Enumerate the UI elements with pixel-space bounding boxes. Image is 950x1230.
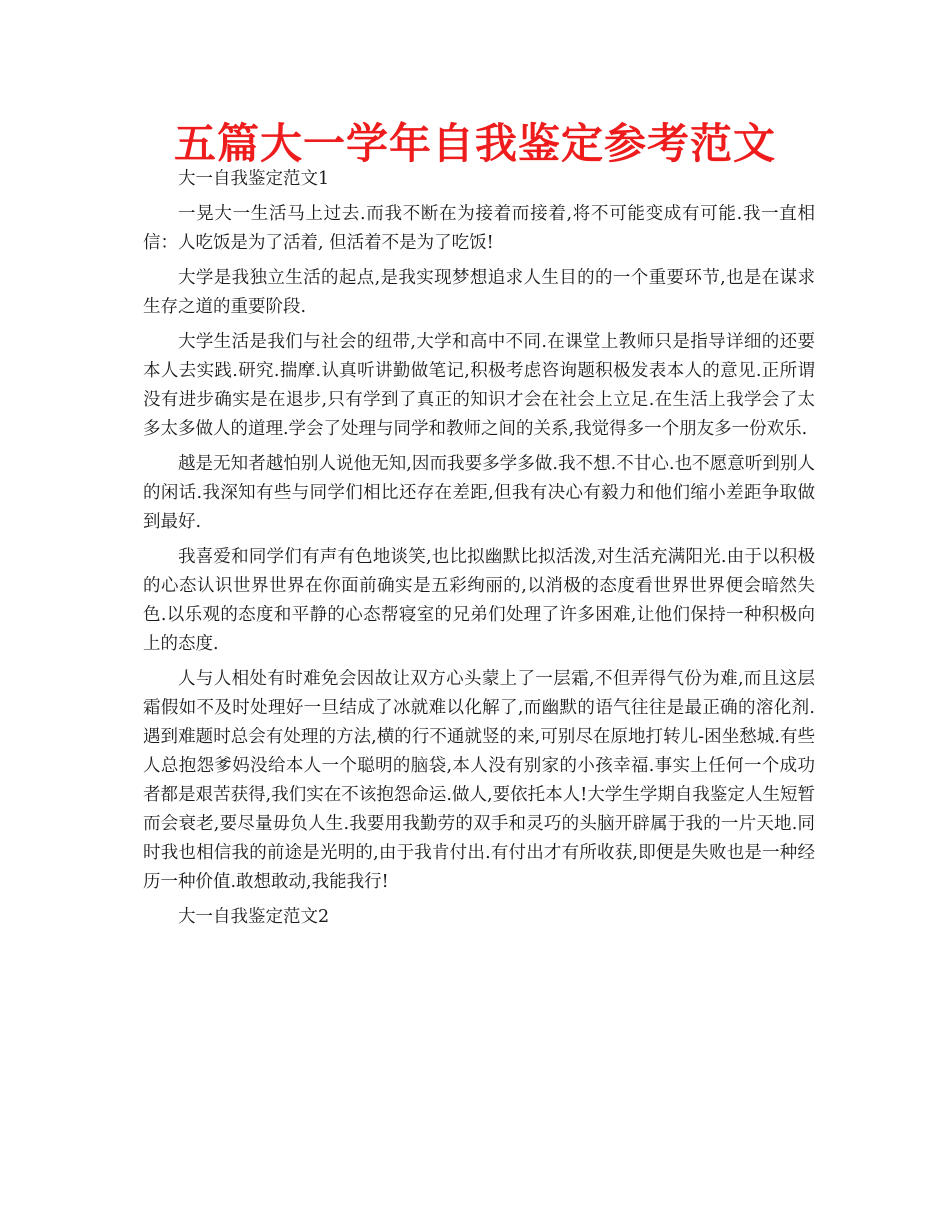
paragraph: 一晃大一生活马上过去.而我不断在为接着而接着,将不可能变成有可能.我一直相信：人吃饭是为了活着, 但活着不是为了吃饭! <box>143 204 815 253</box>
paragraph: 越是无知者越怕别人说他无知,因而我要多学多做.我不想.不甘心.也不愿意听到别人的闲话.我深知有些与同学们相比还存在差距,但我有决心有毅力和他们缩小差距争取做到最好. <box>143 454 815 532</box>
paragraph: 大学生活是我们与社会的纽带,大学和高中不同.在课堂上教师只是指导详细的还要本人去实践.研究.揣摩.认真听讲勤做笔记,积极考虑咨询题积极发表本人的意见.正所谓没有进步确实是在退步,只有学到了真正的知识才会在社会上立足.在生活上我学会了太多太多做人的道理.学会了处理与同学和教师之间的关系,我觉得多一个朋友多一份欢乐. <box>143 332 815 439</box>
document-body <box>143 165 815 932</box>
paragraph: 我喜爱和同学们有声有色地谈笑,也比拟幽默比拟活泼,对生活充满阳光.由于以积极的心态认识世界世界在你面前确实是五彩绚丽的,以消极的态度看世界世界便会暗然失色.以乐观的态度和平静的心态帮寝室的兄弟们处理了许多困难,让他们保持一种积极向上的态度. <box>143 547 815 654</box>
paragraph: 大学是我独立生活的起点,是我实现梦想追求人生目的的一个重要环节,也是在谋求生存之道的重要阶段. <box>143 268 815 317</box>
paragraph: 人与人相处有时难免会因故让双方心头蒙上了一层霜,不但弄得气份为难,而且这层霜假如不及时处理好一旦结成了冰就难以化解了,而幽默的语气往往是最正确的溶化剂.遇到难题时总会有处理的方法,横的行不通就竖的来,可别尽在原地打转儿-困坐愁城.有些人总抱怨爹妈没给本人一个聪明的脑袋,本人没有别家的小孩幸福.事实上任何一个成功者都是艰苦获得,我们实在不该抱怨命运.做人,要依托本人!大学生学期自我鉴定人生短暂而会衰老,要尽量毋负人生.我要用我勤劳的双手和灵巧的头脑开辟属于我的一片天地.同时我也相信我的前途是光明的,由于我肯付出.有付出才有所收获,即便是失败也是一种经历一种价值.敢想敢动,我能我行! <box>143 669 815 892</box>
section-heading-1: 大一自我鉴定范文1 <box>178 169 330 189</box>
section-heading-2: 大一自我鉴定范文2 <box>178 907 330 927</box>
document-title: 五篇大一学年自我鉴定参考范文 <box>173 119 776 168</box>
